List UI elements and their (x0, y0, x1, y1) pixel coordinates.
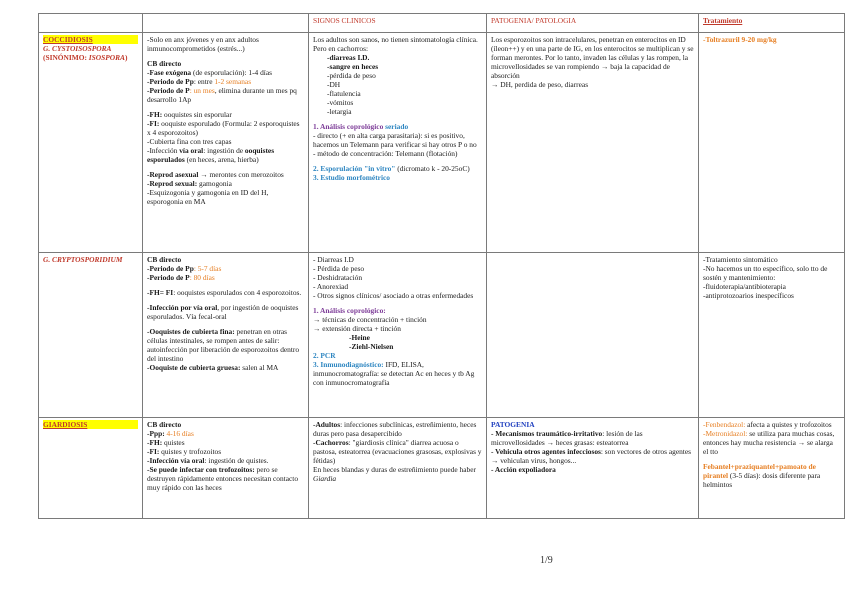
expoliadora-line: - Acción expoliadora (491, 465, 556, 474)
tratamiento-line: -antiprotozoarios inespecíficos (703, 291, 794, 300)
signos-cell-cryptosporidium (309, 253, 487, 418)
fi-line: -FI: quistes y trofozoitos (147, 447, 222, 456)
cubierta-gruesa-line: -Ooquiste de cubierta gruesa: salen al MA (147, 363, 279, 372)
signos-cell-giardiosis (309, 418, 487, 519)
signos-item: -vómitos (327, 98, 354, 107)
disease-cell-cryptosporidium (39, 253, 143, 418)
disease-name: COCCIDIOSIS (43, 35, 138, 44)
bio-cell-coccidiosis (143, 33, 309, 253)
fase-line: -Fase exógena (de esporulación): 1-4 días (147, 68, 273, 77)
tratamiento-cell-cryptosporidium (699, 253, 845, 418)
pp-line: -Periodo de Pp: entre 1-2 semanas (147, 77, 252, 86)
pp-line: -Periodo de Pp: 5-7 días (147, 264, 222, 273)
row-coccidiosis (39, 33, 845, 253)
patogenia-title: PATOGENIA (491, 420, 535, 429)
fh-line: -FH: quistes (147, 438, 185, 447)
genus-name: G. CRYPTOSPORIDIUM (43, 255, 123, 264)
analisis-directo: - directo (+ en alta carga parasitaria): si es positivo, hacemos un Telemann para verificar si hay otros P o no (313, 131, 477, 149)
signos-item: - Pérdida de peso (313, 264, 365, 273)
row-giardiosis (39, 418, 845, 519)
pcr-line: 2. PCR (313, 351, 336, 360)
tratamiento-line: -Toltrazuril 9-20 mg/kg (703, 35, 777, 44)
tratamiento-cell-coccidiosis (699, 33, 845, 253)
patogenia-cell-coccidiosis (487, 33, 699, 253)
febantel-line: Febantel+praziquantel+pamoato de pirantel (3-5 días): dosis diferente para helmintos (703, 462, 821, 489)
cb-title: CB directo (147, 59, 182, 68)
signos-item: -sangre en heces (327, 62, 379, 71)
signos-item: - Deshidratación (313, 273, 363, 282)
intro-text: -Solo en anx jóvenes y en anx adultos inmunocomprometidos (estrés...) (147, 35, 259, 53)
signos-item: - Anorexiad (313, 282, 349, 291)
signos-item: - Otros signos clínicos/ asociado a otras enfermedades (313, 291, 474, 300)
signos-item: -letargia (327, 107, 352, 116)
ppp-line: -Ppp: 4-16 días (147, 429, 194, 438)
disease-cell-giardiosis (39, 418, 143, 519)
bio-cell-giardiosis (143, 418, 309, 519)
signos-item: -pérdida de peso (327, 71, 376, 80)
reprod-asexual: -Reprod asexual → merontes con merozoitos (147, 170, 284, 179)
ziehl-line: -Ziehl-Nielsen (349, 342, 394, 351)
tratamiento-line: -No hacemos un tto específico, solo tto de sostén y mantenimiento: (703, 264, 828, 282)
reprod-sexual: -Reprod sexual: gamogonia (147, 179, 232, 188)
vehicula-line: - Vehicula otros agentes infecciosos: son vectores de otros agentes → vehiculan virus, hongos... (491, 447, 692, 465)
tratamiento-cell-giardiosis (699, 418, 845, 519)
page-number: 1/9 (540, 555, 553, 566)
adultos-line: -Adultos: infecciones subclínicas, estreñimiento, heces duras pero pasa desapercibido (313, 420, 477, 438)
header-col2 (143, 14, 309, 33)
p-line: -Periodo de P: 80 días (147, 273, 215, 282)
fenbendazol-line: -Fenbendazol: afecta a quistes y trofozoitos (703, 420, 832, 429)
synonym: (SINÓNIMO: ISOSPORA) (43, 53, 128, 62)
estudio-line: 3. Estudio morfométrico (313, 173, 390, 182)
infeccion-line: -Infección vía oral: ingestión de quistes. (147, 456, 269, 465)
infeccion-line: -Infección por vía oral, por ingestión de ooquistes esporulados. Vía fecal-oral (147, 303, 299, 321)
cachorros-line: -Cachorros: "giardiosis clínica" diarrea acuosa o pastosa, esteatorrea (evacuaciones grasosas, explosivas y fétidas) (313, 438, 482, 465)
header-patogenia: PATOGENIA/ PATOLOGIA (487, 14, 699, 33)
genus-name: G. CYSTOISOSPORA (43, 44, 112, 53)
cb-title: CB directo (147, 255, 182, 264)
patogenia-result: → DH, perdida de peso, diarreas (491, 80, 589, 89)
parasites-table (38, 13, 845, 519)
trofozoitos-line: -Se puede infectar con trofozoitos: pero se destruyen rápidamente entonces necesitan contacto muy rápido con las heces (147, 465, 299, 492)
tratamiento-line: -fluidoterapia/antibioterapia (703, 282, 786, 291)
heces-line: En heces blandas y duras de estreñimiento puede haber Giardia (313, 465, 476, 483)
signos-intro: Los adultos son sanos, no tienen sintomatología clínica. (313, 35, 478, 44)
header-tratamiento: Tratamiento (699, 14, 845, 33)
signos-item: -flatulencia (327, 89, 361, 98)
esquizogonia-line: -Esquizogonia y gamogonia en ID del H, esporogonia en MA (147, 188, 269, 206)
analisis-title: 1. Análisis coprológico: (313, 306, 386, 315)
header-row (39, 14, 845, 33)
mecanismo-line: - Mecanismos traumático-irritativo: lesión de las microvellosidades → heces grasas: esteatorrea (491, 429, 643, 447)
analisis-metodo: - método de concentración: Telemann (flotación) (313, 149, 458, 158)
patogenia-cell-cryptosporidium (487, 253, 699, 418)
row-cryptosporidium (39, 253, 845, 418)
header-disease (39, 14, 143, 33)
fhfi-line: -FH= FI: ooquistes esporulados con 4 esporozoitos. (147, 288, 302, 297)
signos-cell-coccidiosis (309, 33, 487, 253)
header-signos: SIGNOS CLINICOS (309, 14, 487, 33)
patogenia-cell-giardiosis (487, 418, 699, 519)
cubierta-line: -Cubierta fina con tres capas (147, 137, 232, 146)
fi-line: -FI: ooquiste esporulado (Formula: 2 esporoquistes x 4 esporozoitos) (147, 119, 300, 137)
analisis-b: → extensión directa + tinción (313, 324, 401, 333)
metronidazol-line: -Metronidazol: se utiliza para muchas cosas, entonces hay mucha resistencia → se alarga el tto (703, 429, 835, 456)
heine-line: -Heine (349, 333, 370, 342)
signos-item: -DH (327, 80, 341, 89)
analisis-title: 1. Análisis coprológico seriado (313, 122, 409, 131)
disease-cell-coccidiosis (39, 33, 143, 253)
fh-line: -FH: ooquistes sin esporular (147, 110, 232, 119)
disease-name: GIARDIOSIS (43, 420, 138, 429)
cb-title: CB directo (147, 420, 182, 429)
esporulacion-line: 2. Esporulación "in vitro" (dicromato k - 20-25oC) (313, 164, 470, 173)
signos-item: -diarreas I.D. (327, 53, 370, 62)
tratamiento-line: -Tratamiento sintomático (703, 255, 778, 264)
analisis-a: → técnicas de concentración + tinción (313, 315, 427, 324)
p-line: -Periodo de P: un mes, elimina durante un mes pq desarrollo 1Ap (147, 86, 297, 104)
signos-item: - Diarreas I.D (313, 255, 354, 264)
bio-cell-cryptosporidium (143, 253, 309, 418)
signos-pero: Pero en cachorros: (313, 44, 368, 53)
inmuno-line: 3. Inmunodiagnóstico: IFD, ELISA, inmunocromatografía: se detectan Ac en heces y tb Ag con inmunocromatografía (313, 360, 475, 387)
infeccion-line: -Infección vía oral: ingestión de ooquistes esporulados (en heces, arena, hierba) (147, 146, 275, 164)
cubierta-fina-line: -Ooquistes de cubierta fina: penetran en otras células intestinales, se rompen antes de salir: autoinfección por liberación de esporozoitos dentro del intestino (147, 327, 300, 363)
patogenia-text: Los esporozoitos son intracelulares, penetran en enterocitos en ID (íleon++) y en una parte de IG, en los enterocitos se multiplican y se forman merontes. Por lo tanto, invaden las células y las rompen, la microvellosidades se van rompiendo → baja la capacidad de absorción (491, 35, 694, 80)
